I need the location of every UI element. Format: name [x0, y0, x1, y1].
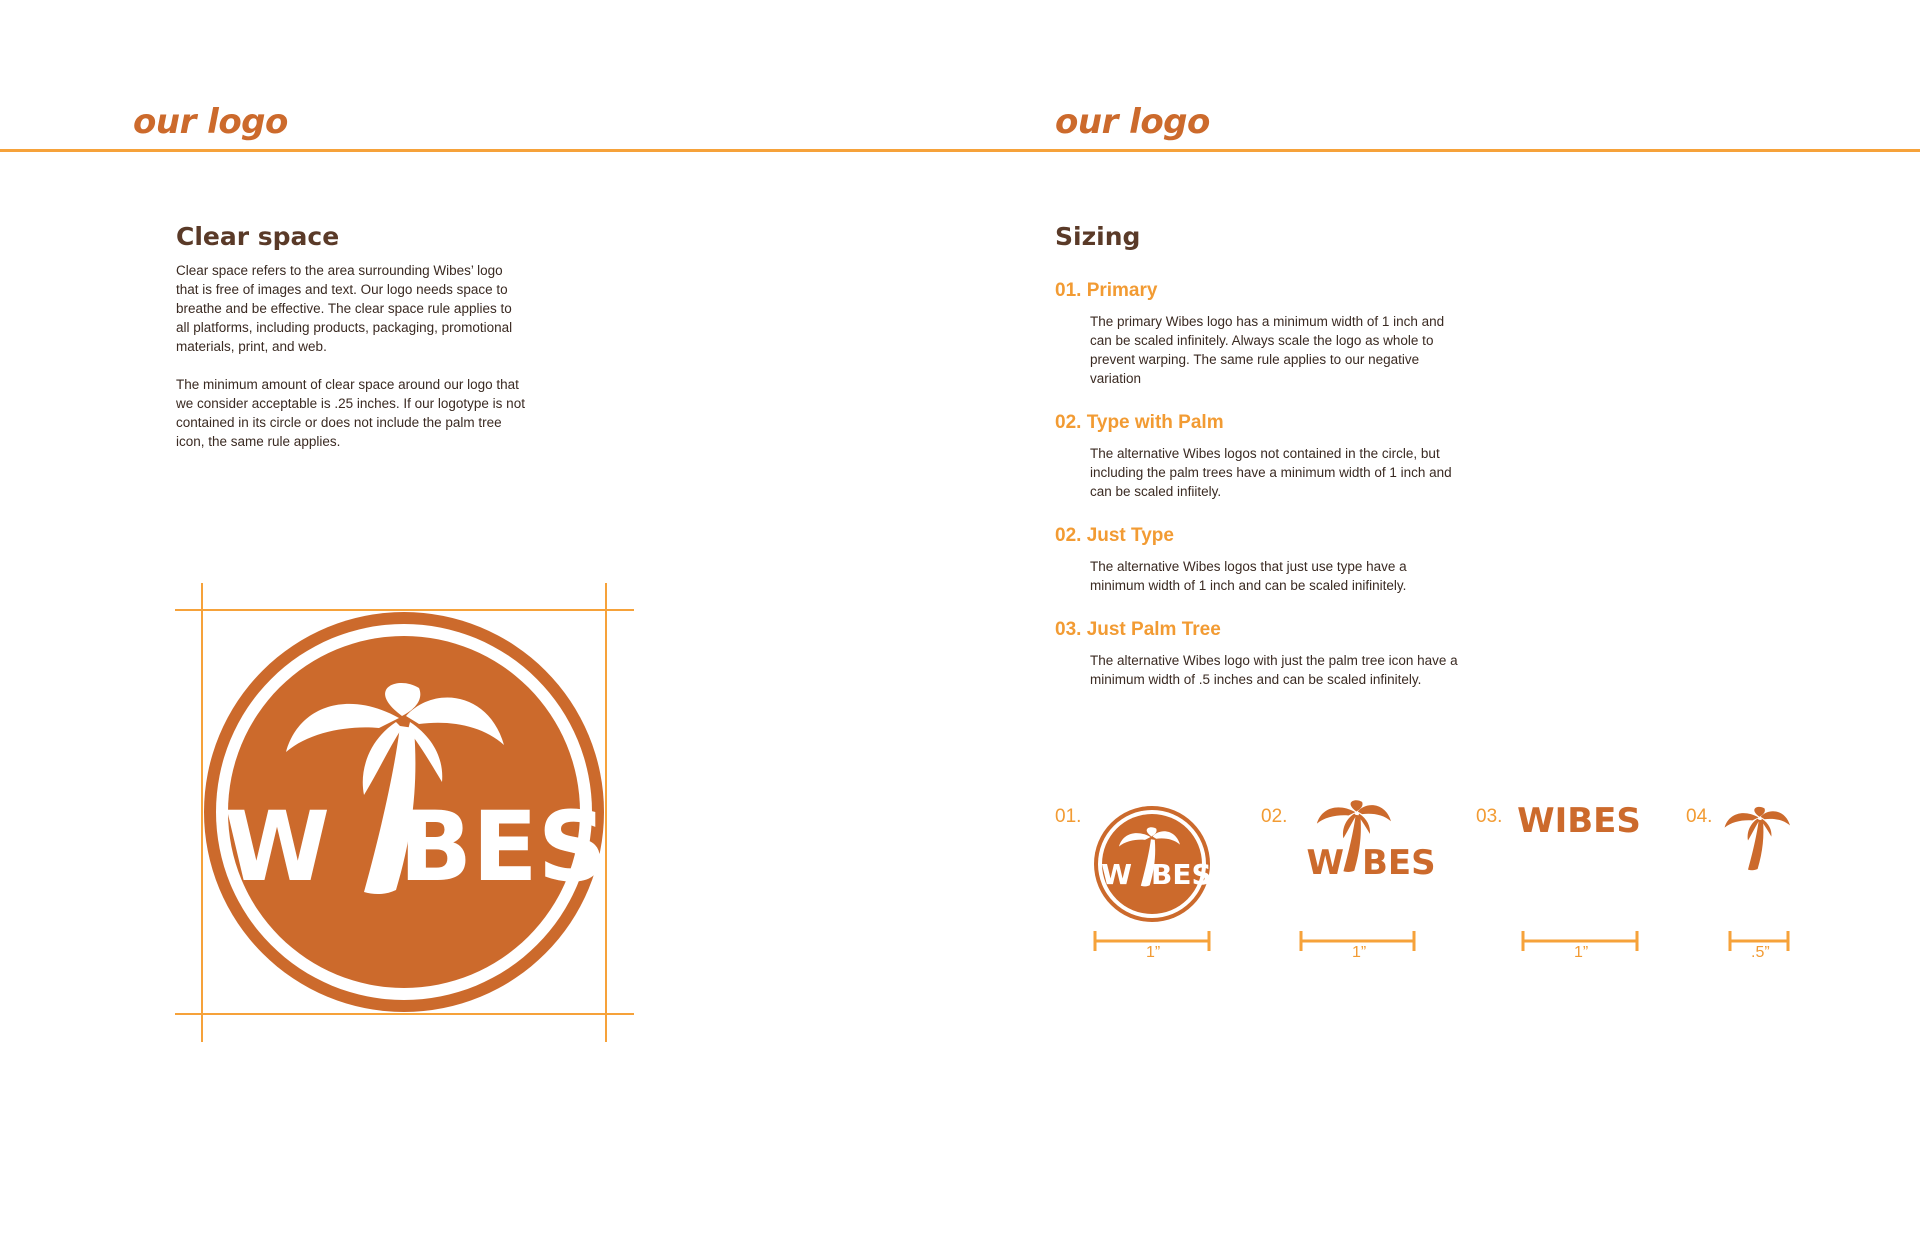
dimension-label-3: 1”	[1574, 944, 1589, 961]
sizing-heading-primary: 01. Primary	[1055, 280, 1158, 301]
example-number-1: 01.	[1055, 806, 1082, 827]
sizing-title: Sizing	[1055, 222, 1141, 251]
sizing-body-just-palm: The alternative Wibes logo with just the palm tree icon have a minimum width of .5 inches and can be scaled infinitely.	[1090, 653, 1458, 687]
example-logo-type-with-palm	[1306, 800, 1435, 883]
clear-space-paragraph-2: The minimum amount of clear space around our logo that we consider acceptable is .25 inches. If our logotype is not contained in its circle or does not include the palm tree icon, the same rule applies.	[176, 377, 525, 449]
example-logo-primary	[1094, 806, 1212, 922]
example-logo-just-type: WIBES	[1517, 801, 1641, 841]
clear-space-title: Clear space	[176, 222, 340, 251]
wordmark-left: W	[224, 791, 330, 903]
example-number-4: 04.	[1686, 806, 1713, 827]
dimension-label-2: 1”	[1352, 944, 1367, 961]
sizing-heading-just-type: 02. Just Type	[1055, 525, 1174, 546]
example-number-3: 03.	[1476, 806, 1503, 827]
example-logo-just-palm	[1725, 807, 1790, 870]
sizing-body-primary: The primary Wibes logo has a minimum width of 1 inch and can be scaled infinitely. Always scale the logo as whole to prevent warping. The same rule applies to our negative variation	[1090, 314, 1445, 386]
example-number-2: 02.	[1261, 806, 1288, 827]
sizing-heading-just-palm: 03. Just Palm Tree	[1055, 619, 1221, 640]
sizing-body-just-type: The alternative Wibes logos that just use type have a minimum width of 1 inch and can be scaled inifinitely.	[1090, 559, 1407, 593]
example-2-wordmark-left: W	[1306, 843, 1344, 883]
left-page-title: our logo	[133, 102, 288, 142]
example-1-wordmark-left: W	[1101, 858, 1132, 891]
dimension-label-4: .5”	[1751, 944, 1770, 961]
clear-space-paragraph-1: Clear space refers to the area surrounding Wibes’ logo that is free of images and text. Our logo needs space to breathe and be effective. The clear space rule applies to all platforms, including products, packaging, promotional materials, print, and web.	[176, 263, 513, 354]
wordmark-right: BES	[399, 791, 607, 903]
sizing-body-type-with-palm: The alternative Wibes logos not contained in the circle, but including the palm trees have a minimum width of 1 inch and can be scaled infiitely.	[1090, 446, 1452, 499]
example-1-wordmark-right: BES	[1151, 858, 1212, 891]
example-2-wordmark-right: BES	[1362, 843, 1436, 883]
right-page-title: our logo	[1055, 102, 1210, 142]
sizing-heading-type-with-palm: 02. Type with Palm	[1055, 412, 1224, 433]
dimension-label-1: 1”	[1146, 944, 1161, 961]
